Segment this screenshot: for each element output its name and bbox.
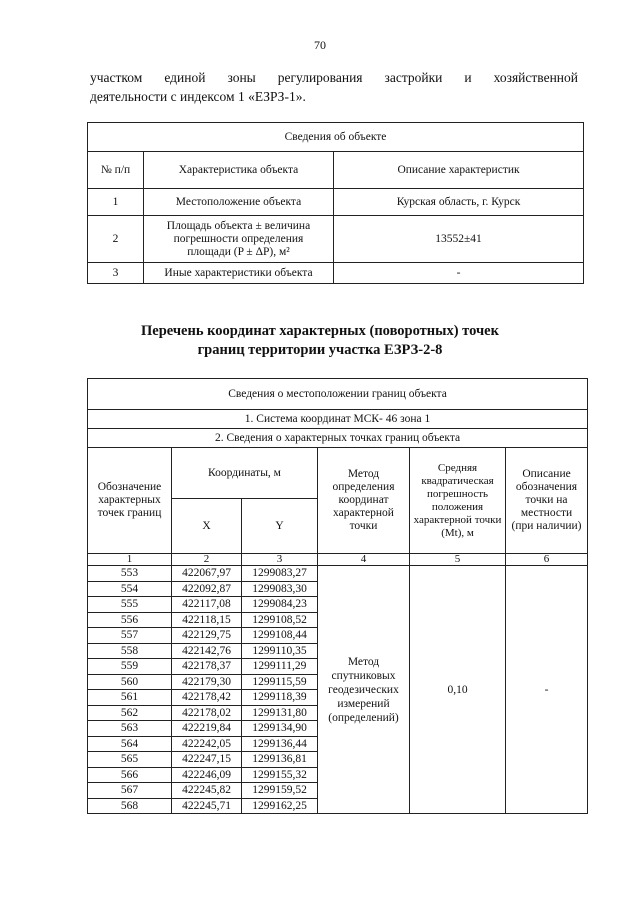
error-cell: 0,10 bbox=[410, 566, 506, 814]
header-x: X bbox=[172, 499, 242, 554]
intro-word: застройки bbox=[384, 70, 443, 85]
coord-x: 422142,76 bbox=[172, 643, 242, 659]
coord-y: 1299108,52 bbox=[242, 612, 318, 628]
object-table-title: Сведения об объекте bbox=[88, 123, 584, 152]
coord-y: 1299136,81 bbox=[242, 752, 318, 768]
row-name: Иные характеристики объекта bbox=[144, 263, 334, 284]
coord-x: 422246,09 bbox=[172, 767, 242, 783]
header-number: № п/п bbox=[88, 152, 144, 189]
header-characteristic: Характеристика объекта bbox=[144, 152, 334, 189]
header-description: Описание характеристик bbox=[334, 152, 584, 189]
intro-word: зоны bbox=[227, 70, 256, 85]
row-value: - bbox=[334, 263, 584, 284]
header-y: Y bbox=[242, 499, 318, 554]
column-number: 2 bbox=[172, 554, 242, 566]
row-number: 2 bbox=[88, 216, 144, 263]
coord-y: 1299118,39 bbox=[242, 690, 318, 706]
table-row bbox=[88, 263, 584, 284]
page-number: 70 bbox=[314, 38, 326, 52]
coord-x: 422129,75 bbox=[172, 628, 242, 644]
coord-y: 1299136,44 bbox=[242, 736, 318, 752]
coord-x: 422245,82 bbox=[172, 783, 242, 799]
heading-line-2: границ территории участка ЕЗРЗ-2-8 bbox=[197, 342, 443, 358]
coord-x: 422092,87 bbox=[172, 581, 242, 597]
coord-x: 422117,08 bbox=[172, 597, 242, 613]
intro-paragraph bbox=[90, 68, 578, 106]
header-method: Метод определения координат характерной точки bbox=[318, 448, 410, 554]
point-id: 561 bbox=[88, 690, 172, 706]
point-id: 555 bbox=[88, 597, 172, 613]
intro-word: единой bbox=[164, 70, 206, 85]
column-number: 4 bbox=[318, 554, 410, 566]
table-row bbox=[88, 566, 588, 582]
header-designation: Обозначение характерных точек границ bbox=[88, 448, 172, 554]
coord-x: 422067,97 bbox=[172, 566, 242, 582]
column-number: 3 bbox=[242, 554, 318, 566]
table-row bbox=[88, 189, 584, 216]
header-error: Средняя квадратическая погрешность положения характерной точки (Mt), м bbox=[410, 448, 506, 554]
intro-line-1 bbox=[90, 68, 578, 87]
point-id: 562 bbox=[88, 705, 172, 721]
header-coordinates: Координаты, м bbox=[172, 448, 318, 499]
intro-word: хозяйственной bbox=[493, 70, 578, 85]
point-id: 565 bbox=[88, 752, 172, 768]
row-name bbox=[144, 216, 334, 263]
intro-word: регулирования bbox=[277, 70, 363, 85]
row-name-line: погрешности определения bbox=[173, 232, 304, 245]
point-id: 563 bbox=[88, 721, 172, 737]
point-id: 558 bbox=[88, 643, 172, 659]
row-number: 1 bbox=[88, 189, 144, 216]
coord-y: 1299083,27 bbox=[242, 566, 318, 582]
point-id: 554 bbox=[88, 581, 172, 597]
column-number: 6 bbox=[506, 554, 588, 566]
object-info-table bbox=[87, 122, 584, 284]
coord-x: 422178,37 bbox=[172, 659, 242, 675]
row-name-line: площади (P ± ΔP), м² bbox=[187, 245, 290, 258]
coord-x: 422219,84 bbox=[172, 721, 242, 737]
coordinate-rows bbox=[88, 566, 588, 814]
coord-x: 422178,02 bbox=[172, 705, 242, 721]
point-id: 560 bbox=[88, 674, 172, 690]
row-value: 13552±41 bbox=[334, 216, 584, 263]
row-value: Курская область, г. Курск bbox=[334, 189, 584, 216]
coord-y: 1299134,90 bbox=[242, 721, 318, 737]
point-id: 568 bbox=[88, 798, 172, 814]
column-number: 1 bbox=[88, 554, 172, 566]
points-title: 2. Сведения о характерных точках границ объекта bbox=[88, 429, 588, 448]
intro-word: участком bbox=[90, 70, 143, 85]
coord-y: 1299155,32 bbox=[242, 767, 318, 783]
row-name: Местоположение объекта bbox=[144, 189, 334, 216]
coord-y: 1299162,25 bbox=[242, 798, 318, 814]
coords-table-title: Сведения о местоположении границ объекта bbox=[88, 379, 588, 410]
method-cell: Метод спутниковых геодезических измерений (определений) bbox=[318, 566, 410, 814]
coordinates-table bbox=[87, 378, 588, 814]
point-id: 557 bbox=[88, 628, 172, 644]
row-number: 3 bbox=[88, 263, 144, 284]
coord-x: 422242,05 bbox=[172, 736, 242, 752]
coord-x: 422178,42 bbox=[172, 690, 242, 706]
coord-x: 422245,71 bbox=[172, 798, 242, 814]
point-description-cell: - bbox=[506, 566, 588, 814]
coord-y: 1299111,29 bbox=[242, 659, 318, 675]
coord-y: 1299084,23 bbox=[242, 597, 318, 613]
point-id: 556 bbox=[88, 612, 172, 628]
coordinate-system: 1. Система координат МСК- 46 зона 1 bbox=[88, 410, 588, 429]
column-number: 5 bbox=[410, 554, 506, 566]
intro-word: и bbox=[464, 70, 472, 85]
coord-y: 1299159,52 bbox=[242, 783, 318, 799]
point-id: 567 bbox=[88, 783, 172, 799]
coord-y: 1299131,80 bbox=[242, 705, 318, 721]
coord-x: 422118,15 bbox=[172, 612, 242, 628]
heading-line-1: Перечень координат характерных (поворотных) точек bbox=[141, 323, 499, 339]
table-row bbox=[88, 216, 584, 263]
row-name-line: Площадь объекта ± величина bbox=[166, 219, 311, 232]
point-id: 559 bbox=[88, 659, 172, 675]
header-point-description: Описание обозначения точки на местности (при наличии) bbox=[506, 448, 588, 554]
coord-y: 1299108,44 bbox=[242, 628, 318, 644]
coord-y: 1299110,35 bbox=[242, 643, 318, 659]
point-id: 566 bbox=[88, 767, 172, 783]
coord-y: 1299083,30 bbox=[242, 581, 318, 597]
coord-x: 422247,15 bbox=[172, 752, 242, 768]
coord-y: 1299115,59 bbox=[242, 674, 318, 690]
point-id: 553 bbox=[88, 566, 172, 582]
intro-line-2: деятельности с индексом 1 «ЕЗРЗ-1». bbox=[90, 89, 306, 104]
point-id: 564 bbox=[88, 736, 172, 752]
coord-x: 422179,30 bbox=[172, 674, 242, 690]
section-heading bbox=[0, 322, 640, 360]
